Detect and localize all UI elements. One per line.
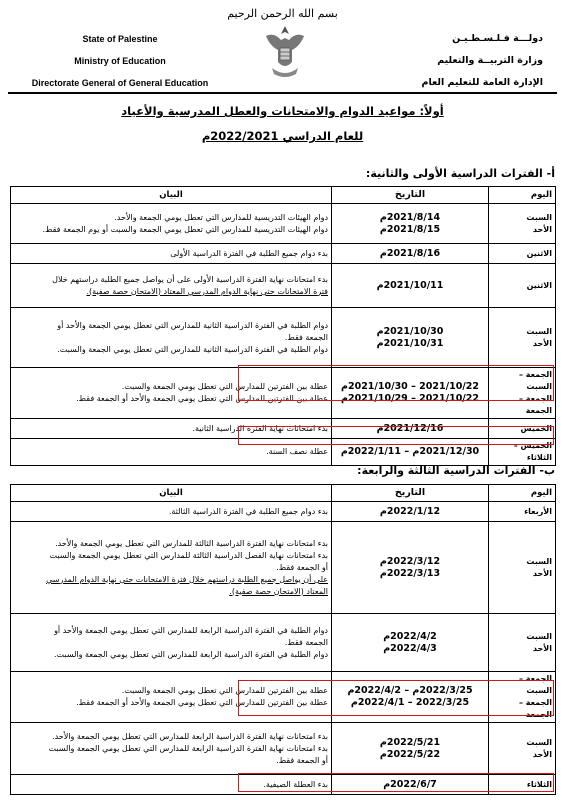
col-desc: البيان [11, 485, 332, 502]
table-row [11, 502, 556, 522]
col-day: اليوم [489, 187, 556, 204]
day-cell: السبت [526, 737, 552, 747]
day-cell: السبت [526, 212, 552, 222]
day-cell: الأحد [532, 338, 552, 348]
header-arabic [373, 28, 543, 94]
date-cell: 2021/8/14م [379, 211, 441, 223]
highlight-box [238, 773, 554, 792]
desc-cell: دوام الهيئات التدريسية للمدارس التي تعطل يومي الجمعة والأحد. [114, 212, 328, 222]
desc-cell: عطلة نصف السنة. [11, 439, 332, 466]
desc-cell: عطلة بين الفترتين للمدارس التي تعطل يومي الجمعة والأحد أو الجمعة فقط. [76, 394, 328, 403]
desc-cell: عطلة بين الفترتين للمدارس التي تعطل يومي الجمعة والسبت. [121, 382, 328, 391]
date-cell: 2022/6/7م [332, 775, 489, 795]
schedule-table-1 [10, 186, 556, 466]
col-day: اليوم [489, 485, 556, 502]
date-cell: 2022/3/25م – 2022/4/2م [347, 685, 473, 696]
desc-cell: بدء امتحانات نهاية الفترة الدراسية الثانية. [11, 419, 332, 439]
date-cell: 2021/10/31م [376, 337, 444, 349]
desc-cell: دوام الطلبة في الفترة الدراسية الرابعة للمدارس التي تعطل يومي الجمعة والسبت. [54, 649, 328, 659]
day-cell: الثلاثاء [489, 775, 556, 795]
date-cell: 2021/10/11م [332, 264, 489, 308]
schedule-table-2 [10, 484, 556, 795]
bismillah: بسم الله الرحمن الرحيم [227, 7, 338, 20]
desc-cell: بدء امتحانات نهاية الفترة الدراسية الأولى على أن يواصل جميع الطلبة دراستهم خلال [52, 274, 328, 284]
desc-cell: عطلة بين الفترتين للمدارس التي تعطل يومي الجمعة والأحد أو الجمعة فقط. [76, 698, 328, 707]
desc-cell: بدء امتحانات نهاية الفترة الدراسية الثالثة للمدارس التي تعطل يومي الجمعة والأحد. [55, 538, 328, 548]
date-cell: 2022/4/2م [383, 630, 437, 642]
day-cell: الجمعة – الجمعة [518, 698, 552, 719]
desc-cell: بدء العطلة الصيفية. [11, 775, 332, 795]
header-en-line: Ministry of Education [74, 56, 166, 66]
desc-cell: دوام الطلبة في الفترة الدراسية الثانية للمدارس التي تعطل يومي الجمعة والأحد أو [57, 320, 328, 330]
day-cell: السبت [526, 631, 552, 641]
day-cell: الأحد [532, 749, 552, 759]
col-date: التاريخ [332, 485, 489, 502]
day-cell: الأحد [532, 568, 552, 578]
day-cell: الجمعة – الجمعة [518, 394, 552, 415]
desc-cell: على أن يواصل جميع الطلبة دراستهم خلال فترة الامتحانات حتى نهاية الدوام المدرسي [46, 574, 328, 584]
header-english [20, 28, 220, 94]
date-cell: 2021/12/16م [332, 419, 489, 439]
day-cell: الجمعة – السبت [518, 674, 552, 695]
day-cell: الخميس [489, 419, 556, 439]
table-row [11, 522, 556, 614]
desc-cell: بدء امتحانات نهاية الفترة الدراسية الرابعة للمدارس التي تعطل يومي الجمعة والسبت [48, 743, 328, 753]
desc-cell: الجمعة فقط. [284, 332, 328, 342]
document-title: أولاً: مواعيد الدوام والامتحانات والعطل المدرسية والأعياد [121, 104, 444, 118]
desc-cell: بدء امتحانات نهاية الفترة الدراسية الرابعة للمدارس التي تعطل يومي الجمعة والأحد. [52, 731, 328, 741]
date-cell: 2021/12/30م – 2022/1/11م [332, 439, 489, 466]
desc-cell: دوام الهيئات التدريسية للمدارس التي تعطل يومي الجمعة والسبت أو يوم الجمعة فقط. [42, 224, 328, 234]
day-cell: الأربعاء [489, 502, 556, 522]
day-cell: الأحد [532, 224, 552, 234]
desc-cell: بدء دوام جميع الطلبة في الفترة الدراسية الثالثة. [11, 502, 332, 522]
date-cell: 2022/4/3م [383, 642, 437, 654]
table-row [11, 244, 556, 264]
desc-cell: بدء دوام جميع الطلبة في الفترة الدراسية الأولى [11, 244, 332, 264]
desc-cell: المعتاد (الامتحان حصة صفية). [229, 586, 328, 596]
table-header-row [11, 485, 556, 502]
desc-cell: أو الجمعة فقط. [276, 755, 328, 765]
table-header-row [11, 187, 556, 204]
desc-cell: دوام الطلبة في الفترة الدراسية الرابعة للمدارس التي تعطل يومي الجمعة والأحد أو [54, 625, 328, 635]
day-cell: الأحد [532, 643, 552, 653]
date-cell: 2021/10/22 – 2021/10/29م [341, 393, 479, 404]
day-cell: الاثنين [489, 264, 556, 308]
header-ar-line: الإدارة العامة للتعليم العام [421, 77, 543, 88]
day-cell: السبت [526, 556, 552, 566]
highlight-box [238, 426, 554, 445]
date-cell: 2021/10/22 – 2021/10/30م [341, 381, 479, 392]
header-en-line: Directorate General of General Education [31, 78, 209, 88]
desc-cell: عطلة بين الفترتين للمدارس التي تعطل يومي الجمعة والسبت. [121, 686, 328, 695]
table-row [11, 204, 556, 244]
highlight-box [238, 680, 554, 716]
desc-cell: فترة الامتحانات حتى نهاية الدوام المدرسي المعتاد (الامتحان حصة صفية). [86, 286, 328, 296]
col-date: التاريخ [332, 187, 489, 204]
palestine-emblem-icon [262, 22, 308, 80]
header-ar-line: وزارة التربيــة والتعليم [437, 55, 543, 66]
desc-cell: بدء امتحانات نهاية الفصل الدراسية الثالثة للمدارس التي تعطل يومي الجمعة والسبت [49, 550, 328, 560]
date-cell: 2022/5/21م [379, 736, 441, 748]
academic-year-title: للعام الدراسي 2022/2021م [201, 129, 364, 143]
date-cell: 2022/5/22م [379, 748, 441, 760]
date-cell: 2021/8/16م [332, 244, 489, 264]
desc-cell: الجمعة فقط. [284, 637, 328, 647]
day-cell: الخميس – الثلاثاء [489, 439, 556, 466]
section-1-title: أ- الفترات الدراسية الأولى والثانية: [365, 167, 555, 180]
date-cell: 2022/3/25 – 2022/4/1م [350, 697, 470, 708]
table-row [11, 264, 556, 308]
highlight-box [238, 365, 554, 401]
header-en-line: State of Palestine [82, 34, 158, 44]
section-2-title: ب- الفترات الدراسية الثالثة والرابعة: [357, 464, 555, 477]
table-row [11, 308, 556, 368]
date-cell: 2022/3/12م [379, 555, 441, 567]
desc-cell: أو الجمعة فقط. [276, 562, 328, 572]
header-divider [8, 92, 557, 94]
desc-cell: دوام الطلبة في الفترة الدراسية الثانية للمدارس التي تعطل يومي الجمعة والسبت. [57, 344, 328, 354]
header-ar-line: دولـــة فـلـسـطـيـن [452, 33, 543, 44]
table-row [11, 614, 556, 672]
date-cell: 2022/3/13م [379, 567, 441, 579]
day-cell: الجمعة – السبت [518, 370, 552, 391]
day-cell: الاثنين [489, 244, 556, 264]
table-row [11, 723, 556, 775]
date-cell: 2021/8/15م [379, 223, 441, 235]
day-cell: السبت [526, 326, 552, 336]
date-cell: 2022/1/12م [332, 502, 489, 522]
date-cell: 2021/10/30م [376, 325, 444, 337]
col-desc: البيان [11, 187, 332, 204]
